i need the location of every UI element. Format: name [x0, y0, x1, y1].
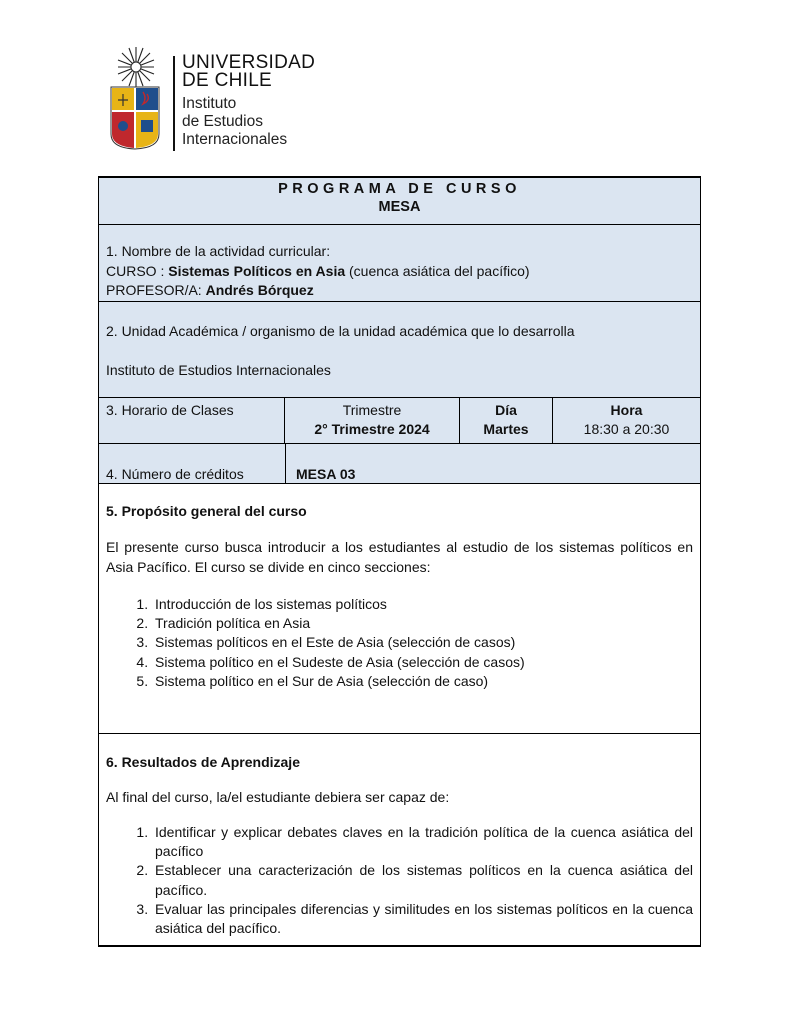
institute-name-line-3: Internacionales	[182, 131, 288, 148]
list-item: 1. Introducción de los sistemas políticos	[152, 595, 693, 614]
list-item: 3. Sistemas políticos en el Este de Asia (selección de casos)	[152, 633, 693, 652]
learning-outcomes-title: 6. Resultados de Aprendizaje	[106, 754, 300, 770]
course-suffix: (cuenca asiática del pacífico)	[345, 262, 530, 279]
professor-name: Andrés Bórquez	[205, 282, 314, 298]
credits-value: MESA 03	[296, 466, 356, 482]
list-item: 4. Sistema político en el Sudeste de Asia (selección de casos)	[152, 653, 693, 672]
program-header	[99, 178, 700, 225]
list-item: 1. Identificar y explicar debates claves en la tradición política de la cuenca asiática del pacífico	[152, 823, 693, 861]
university-name-line-2: DE CHILE	[182, 70, 273, 91]
academic-unit-section	[99, 302, 700, 398]
purpose-section	[99, 484, 700, 734]
trimester-label: Trimestre	[342, 402, 402, 418]
program-subtitle: MESA	[378, 199, 421, 215]
course-program-table	[98, 176, 701, 947]
university-name-line-1: UNIVERSIDAD	[182, 52, 316, 73]
logo-divider	[173, 56, 175, 151]
sun-emblem-icon	[117, 46, 155, 88]
institute-name-line-1: Instituto	[182, 95, 237, 112]
schedule-section	[99, 398, 700, 444]
trimester-value: 2° Trimestre 2024	[314, 421, 430, 437]
professor-line	[99, 281, 700, 301]
university-logo	[110, 46, 340, 158]
purpose-text: El presente curso busca introducir a los estudiantes al estudio de los sistemas políticos en Asia Pacífico. El curso se divide en cinco secciones:	[106, 539, 693, 575]
activity-label: 1. Nombre de la actividad curricular:	[106, 243, 331, 259]
hour-cell	[553, 398, 700, 443]
course-prefix: CURSO :	[106, 262, 169, 279]
list-item: 2. Tradición política en Asia	[152, 614, 693, 633]
hour-value: 18:30 a 20:30	[583, 421, 670, 437]
schedule-label: 3. Horario de Clases	[99, 398, 285, 443]
activity-name-section	[99, 225, 700, 302]
purpose-title: 5. Propósito general del curso	[106, 503, 307, 519]
credits-label: 4. Número de créditos	[106, 466, 244, 482]
academic-unit-label: 2. Unidad Académica / organismo de la unidad académica que lo desarrolla	[106, 323, 575, 339]
learning-outcomes-list	[106, 823, 693, 938]
course-name: Sistemas Políticos en Asia	[168, 262, 346, 279]
academic-unit-value: Instituto de Estudios Internacionales	[106, 361, 331, 378]
trimester-cell	[285, 398, 460, 443]
purpose-list	[106, 595, 693, 691]
day-label: Día	[495, 402, 517, 418]
university-shield-icon	[110, 86, 160, 150]
hour-label: Hora	[610, 402, 643, 418]
day-value: Martes	[483, 421, 529, 437]
list-item: 5. Sistema político en el Sur de Asia (selección de caso)	[152, 672, 693, 691]
learning-outcomes-text: Al final del curso, la/el estudiante debiera ser capaz de:	[106, 789, 450, 805]
course-line	[99, 262, 700, 282]
list-item: 2. Establecer una caracterización de los sistemas políticos en la cuenca asiática del pacífico.	[152, 861, 693, 899]
list-item: 3. Evaluar las principales diferencias y similitudes en los sistemas políticos en la cuenca asiática del pacífico.	[152, 900, 693, 938]
credits-section	[99, 444, 700, 484]
logo-text	[182, 54, 315, 149]
day-cell	[460, 398, 553, 443]
institute-name-line-2: de Estudios	[182, 113, 263, 130]
learning-outcomes-section	[99, 734, 700, 945]
professor-prefix: PROFESOR/A:	[106, 282, 206, 298]
program-title: PROGRAMA DE CURSO	[278, 181, 521, 197]
